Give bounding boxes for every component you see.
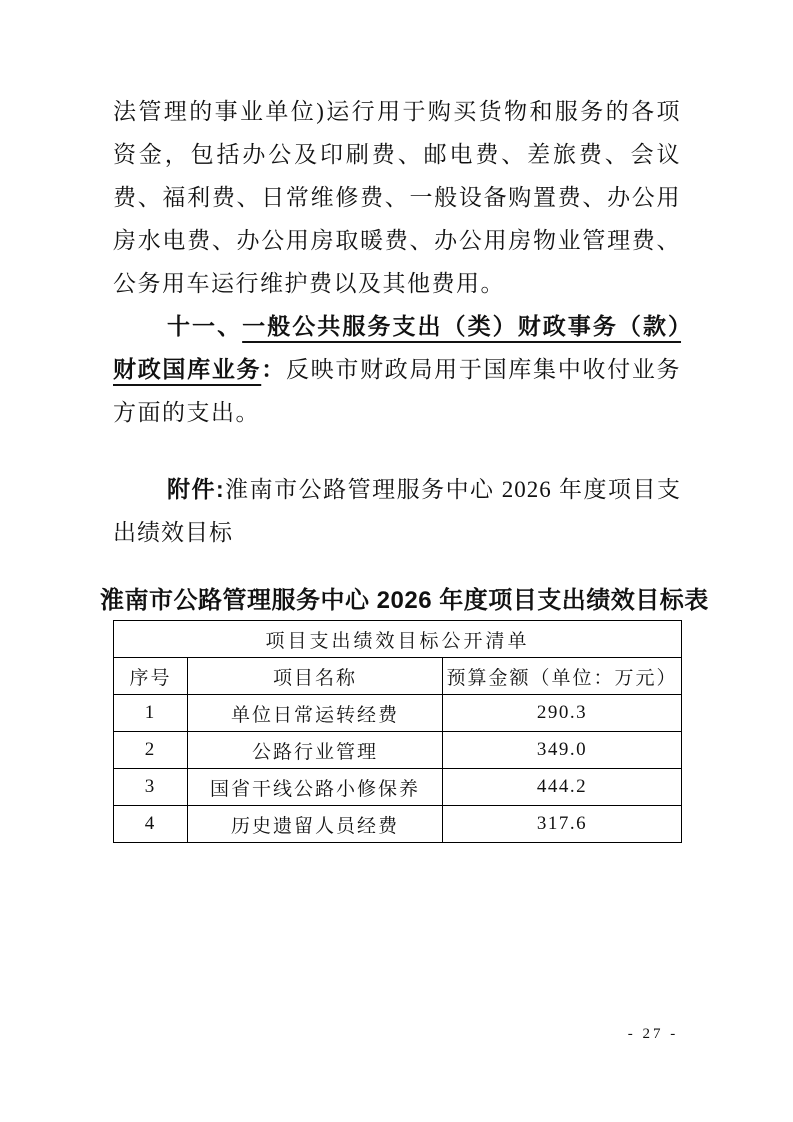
cell-project-name: 公路行业管理	[188, 732, 443, 769]
item-eleven-title-underlined: 一般公共服务支出（类）财政事务（款）财政国库业务	[113, 313, 682, 382]
cell-project-name: 国省干线公路小修保养	[188, 769, 443, 806]
performance-target-table	[113, 620, 682, 843]
cell-project-name: 历史遗留人员经费	[188, 806, 443, 843]
cell-amount: 290.3	[443, 695, 682, 732]
cell-seq: 1	[114, 695, 188, 732]
table-caption: 项目支出绩效目标公开清单	[114, 621, 682, 658]
table-row	[114, 732, 682, 769]
cell-amount: 444.2	[443, 769, 682, 806]
cell-amount: 349.0	[443, 732, 682, 769]
cell-seq: 2	[114, 732, 188, 769]
paragraph-expense-continuation: 法管理的事业单位)运行用于购买货物和服务的各项资金，包括办公及印刷费、邮电费、差旅费、会议费、福利费、日常维修费、一般设备购置费、办公用房水电费、办公用房取暖费、办公用房物业管理费、公务用车运行维护费以及其他费用。	[113, 99, 681, 296]
table-row	[114, 695, 682, 732]
body-text-block	[113, 90, 681, 434]
table-title: 淮南市公路管理服务中心 2026 年度项目支出绩效目标表	[100, 587, 709, 614]
attachment-note	[113, 468, 681, 554]
column-header-seq: 序号	[114, 658, 188, 695]
item-eleven-number: 十一、	[167, 313, 243, 339]
item-eleven-colon: ：	[261, 356, 286, 382]
item-eleven-description: 反映市财政局用于国库集中收付业务方面的支出。	[113, 357, 682, 425]
cell-amount: 317.6	[443, 806, 682, 843]
attachment-text: 淮南市公路管理服务中心 2026 年度项目支出绩效目标	[113, 477, 682, 545]
cell-project-name: 单位日常运转经费	[188, 695, 443, 732]
table-caption-row	[114, 621, 682, 658]
cell-seq: 3	[114, 769, 188, 806]
attachment-label: 附件:	[167, 476, 225, 502]
table-header-row	[114, 658, 682, 695]
table-row	[114, 769, 682, 806]
table-row	[114, 806, 682, 843]
column-header-budget-amount: 预算金额（单位：万元）	[443, 658, 682, 695]
cell-seq: 4	[114, 806, 188, 843]
paragraph-item-eleven	[113, 305, 681, 434]
column-header-project-name: 项目名称	[188, 658, 443, 695]
page-number: - 27 -	[627, 1026, 679, 1042]
